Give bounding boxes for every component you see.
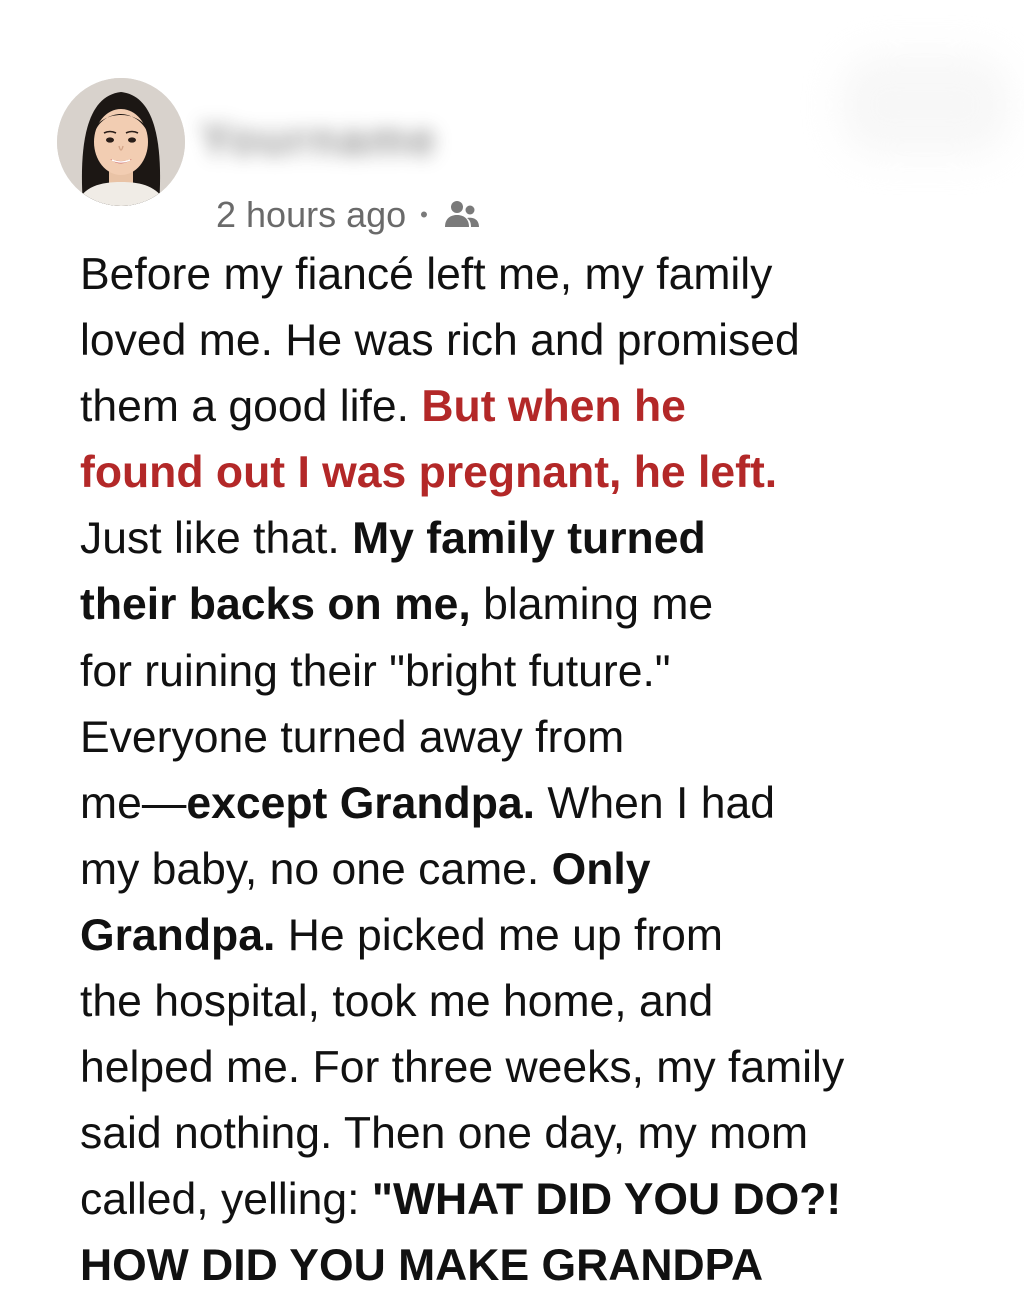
post-line — [80, 374, 1000, 440]
post-line — [80, 903, 1000, 969]
post-line — [80, 837, 1000, 903]
bold-text: Only — [551, 844, 651, 894]
avatar[interactable] — [57, 78, 185, 206]
body-text: helped me. For three weeks, my family — [80, 1043, 845, 1093]
body-text: He picked me up from — [275, 910, 723, 960]
highlighted-text: found out I was pregnant, he left. — [80, 448, 778, 498]
body-text: the hospital, took me home, and — [80, 977, 714, 1027]
body-text: me— — [80, 778, 187, 828]
bold-text: "WHAT DID YOU DO?! — [371, 1175, 842, 1225]
post-line — [80, 969, 1000, 1035]
body-text: my baby, no one came. — [80, 844, 552, 894]
post-line — [80, 506, 1000, 572]
author-name-blurred[interactable]: Yourname — [200, 113, 438, 165]
post-line — [80, 1167, 1000, 1233]
timestamp[interactable]: 2 hours ago — [216, 194, 407, 235]
highlighted-text: But when he — [421, 382, 686, 432]
body-text: blaming me — [470, 580, 714, 630]
blurred-corner-area — [840, 55, 1010, 155]
body-text: Everyone turned away from — [80, 712, 625, 762]
post-line — [80, 440, 1000, 506]
post-line — [80, 308, 1000, 374]
post-line — [80, 1101, 1000, 1167]
body-text: When I had — [535, 778, 775, 828]
post-line — [80, 639, 1000, 705]
friends-icon[interactable] — [442, 197, 482, 233]
post-line — [80, 1035, 1000, 1101]
post-line — [80, 771, 1000, 837]
body-text: them a good life. — [80, 382, 422, 432]
bold-text: HOW DID YOU MAKE GRANDPA — [80, 1241, 764, 1291]
bold-text: their backs on me, — [80, 580, 471, 630]
bold-text: My family turned — [352, 514, 706, 564]
post-meta — [216, 192, 482, 238]
meta-separator: • — [420, 202, 428, 227]
body-text: said nothing. Then one day, my mom — [80, 1109, 809, 1159]
body-text: Just like that. — [80, 514, 353, 564]
body-text: loved me. He was rich and promised — [80, 316, 800, 366]
bold-text: except Grandpa. — [186, 778, 536, 828]
post-line — [80, 242, 1000, 308]
bold-text: Grandpa. — [80, 910, 276, 960]
post-line — [80, 572, 1000, 638]
woman-profile-photo — [57, 78, 185, 206]
post-line — [80, 1233, 1000, 1299]
body-text: for ruining their "bright future." — [80, 646, 671, 696]
post-line — [80, 705, 1000, 771]
post-body-text — [80, 242, 1000, 1300]
body-text: called, yelling: — [80, 1175, 372, 1225]
body-text: Before my fiancé left me, my family — [80, 250, 773, 299]
